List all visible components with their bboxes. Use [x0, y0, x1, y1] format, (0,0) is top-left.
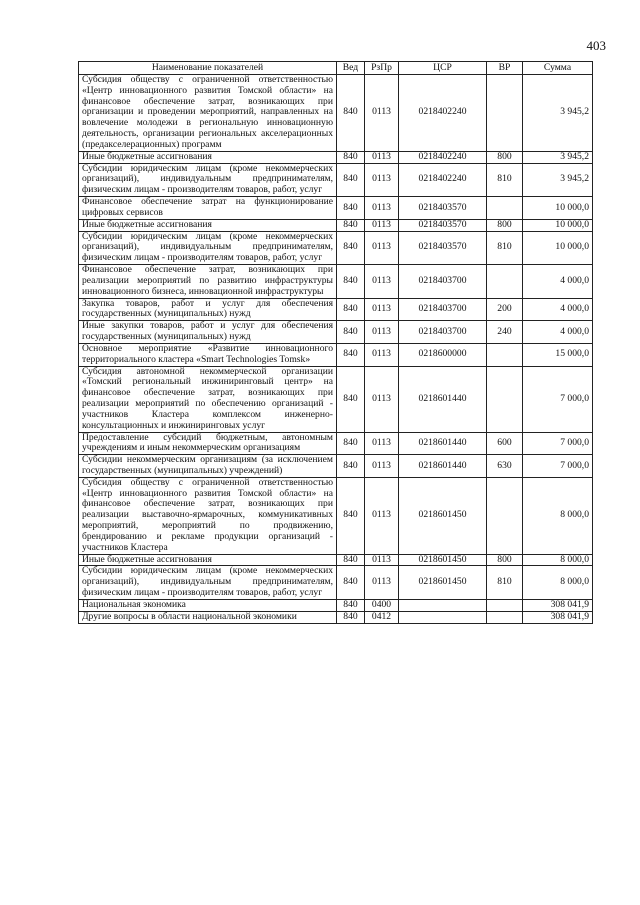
- cell-rzpr: 0113: [365, 343, 399, 366]
- cell-ved: 840: [337, 611, 365, 623]
- cell-csr: 0218403570: [399, 219, 487, 231]
- cell-csr: 0218403570: [399, 231, 487, 264]
- page-number: 403: [586, 38, 606, 53]
- cell-vr: [487, 366, 523, 432]
- cell-sum: 10 000,0: [523, 219, 593, 231]
- cell-csr: [399, 611, 487, 623]
- cell-rzpr: 0113: [365, 75, 399, 152]
- cell-rzpr: 0113: [365, 455, 399, 478]
- column-header-rzpr: РзПр: [365, 62, 399, 75]
- cell-rzpr: 0113: [365, 321, 399, 344]
- cell-vr: 240: [487, 321, 523, 344]
- cell-vr: 800: [487, 151, 523, 163]
- cell-vr: 200: [487, 298, 523, 321]
- cell-ved: 840: [337, 343, 365, 366]
- cell-name: Другие вопросы в области национальной экономики: [79, 611, 337, 623]
- cell-sum: 3 945,2: [523, 163, 593, 196]
- cell-vr: [487, 197, 523, 220]
- cell-rzpr: 0113: [365, 298, 399, 321]
- table-row: [79, 366, 593, 432]
- cell-sum: 8 000,0: [523, 477, 593, 554]
- cell-sum: 4 000,0: [523, 265, 593, 298]
- cell-csr: 0218601440: [399, 366, 487, 432]
- cell-sum: 7 000,0: [523, 455, 593, 478]
- cell-ved: 840: [337, 151, 365, 163]
- cell-ved: 840: [337, 477, 365, 554]
- cell-name: Закупка товаров, работ и услуг для обеспечения государственных (муниципальных) нужд: [79, 298, 337, 321]
- cell-csr: 0218600000: [399, 343, 487, 366]
- table-row: [79, 298, 593, 321]
- cell-vr: 810: [487, 231, 523, 264]
- cell-rzpr: 0113: [365, 566, 399, 599]
- cell-sum: 4 000,0: [523, 298, 593, 321]
- cell-rzpr: 0113: [365, 477, 399, 554]
- cell-csr: 0218403700: [399, 265, 487, 298]
- cell-ved: 840: [337, 599, 365, 611]
- table-row: [79, 432, 593, 455]
- cell-sum: 15 000,0: [523, 343, 593, 366]
- cell-vr: 800: [487, 219, 523, 231]
- cell-sum: 10 000,0: [523, 231, 593, 264]
- cell-csr: [399, 599, 487, 611]
- cell-vr: 810: [487, 163, 523, 196]
- cell-rzpr: 0113: [365, 231, 399, 264]
- cell-name: Субсидия обществу с ограниченной ответственностью «Центр инновационного развития Томской области» на финансовое обеспечение затрат, возникающих при организации и проведении мероприятий, направленных на вовлечение молодежи в региональную инновационную деятельность, организации региональных акселерационных (предакселерационных) программ: [79, 75, 337, 152]
- table-row: [79, 265, 593, 298]
- cell-rzpr: 0400: [365, 599, 399, 611]
- table-row: [79, 321, 593, 344]
- table-row: [79, 219, 593, 231]
- cell-sum: 3 945,2: [523, 151, 593, 163]
- cell-vr: [487, 75, 523, 152]
- cell-name: Предоставление субсидий бюджетным, автономным учреждениям и иным некоммерческим организациям: [79, 432, 337, 455]
- cell-vr: [487, 611, 523, 623]
- cell-csr: 0218601440: [399, 432, 487, 455]
- cell-ved: 840: [337, 566, 365, 599]
- table-row: [79, 75, 593, 152]
- cell-name: Субсидии юридическим лицам (кроме некоммерческих организаций), индивидуальным предпринимателям, физическим лицам - производителям товаров, работ, услуг: [79, 566, 337, 599]
- budget-table: [78, 61, 593, 624]
- cell-ved: 840: [337, 231, 365, 264]
- cell-ved: 840: [337, 219, 365, 231]
- table-row: [79, 231, 593, 264]
- cell-ved: 840: [337, 265, 365, 298]
- cell-ved: 840: [337, 197, 365, 220]
- cell-sum: 8 000,0: [523, 554, 593, 566]
- cell-ved: 840: [337, 321, 365, 344]
- table-row: [79, 566, 593, 599]
- cell-name: Иные бюджетные ассигнования: [79, 554, 337, 566]
- cell-ved: 840: [337, 366, 365, 432]
- cell-ved: 840: [337, 432, 365, 455]
- cell-rzpr: 0113: [365, 554, 399, 566]
- cell-name: Финансовое обеспечение затрат, возникающих при реализации мероприятий по развитию инфраструктуры инновационного бизнеса, инновационной инфраструктуры: [79, 265, 337, 298]
- cell-name: Иные закупки товаров, работ и услуг для обеспечения государственных (муниципальных) нужд: [79, 321, 337, 344]
- column-header-csr: ЦСР: [399, 62, 487, 75]
- cell-name: Национальная экономика: [79, 599, 337, 611]
- table-body: [79, 75, 593, 624]
- table-row: [79, 554, 593, 566]
- cell-csr: 0218402240: [399, 75, 487, 152]
- cell-sum: 3 945,2: [523, 75, 593, 152]
- column-header-name: Наименование показателей: [79, 62, 337, 75]
- cell-name: Субсидии некоммерческим организациям (за исключением государственных (муниципальных) учреждений): [79, 455, 337, 478]
- cell-csr: 0218403570: [399, 197, 487, 220]
- cell-csr: 0218601450: [399, 477, 487, 554]
- cell-sum: 10 000,0: [523, 197, 593, 220]
- cell-rzpr: 0113: [365, 432, 399, 455]
- cell-name: Субсидии юридическим лицам (кроме некоммерческих организаций), индивидуальным предпринимателям, физическим лицам - производителям товаров, работ, услуг: [79, 231, 337, 264]
- cell-rzpr: 0412: [365, 611, 399, 623]
- cell-sum: 8 000,0: [523, 566, 593, 599]
- cell-csr: 0218601440: [399, 455, 487, 478]
- cell-sum: 308 041,9: [523, 611, 593, 623]
- column-header-vr: ВР: [487, 62, 523, 75]
- cell-vr: [487, 265, 523, 298]
- cell-name: Субсидии юридическим лицам (кроме некоммерческих организаций), индивидуальным предпринимателям, физическим лицам - производителям товаров, работ, услуг: [79, 163, 337, 196]
- table-row: [79, 163, 593, 196]
- cell-sum: 4 000,0: [523, 321, 593, 344]
- cell-csr: 0218601450: [399, 554, 487, 566]
- column-header-ved: Вед: [337, 62, 365, 75]
- cell-vr: 630: [487, 455, 523, 478]
- cell-sum: 7 000,0: [523, 366, 593, 432]
- cell-rzpr: 0113: [365, 151, 399, 163]
- table-header-row: [79, 62, 593, 75]
- cell-vr: 810: [487, 566, 523, 599]
- cell-vr: 600: [487, 432, 523, 455]
- cell-csr: 0218601450: [399, 566, 487, 599]
- cell-rzpr: 0113: [365, 265, 399, 298]
- cell-name: Финансовое обеспечение затрат на функционирование цифровых сервисов: [79, 197, 337, 220]
- table-row: [79, 197, 593, 220]
- cell-ved: 840: [337, 163, 365, 196]
- cell-csr: 0218403700: [399, 321, 487, 344]
- cell-name: Иные бюджетные ассигнования: [79, 219, 337, 231]
- cell-rzpr: 0113: [365, 163, 399, 196]
- table-row: [79, 477, 593, 554]
- cell-vr: 800: [487, 554, 523, 566]
- cell-rzpr: 0113: [365, 366, 399, 432]
- cell-name: Основное мероприятие «Развитие инновационного территориального кластера «Smart Technologies Tomsk»: [79, 343, 337, 366]
- cell-csr: 0218402240: [399, 163, 487, 196]
- cell-sum: 308 041,9: [523, 599, 593, 611]
- table-row: [79, 151, 593, 163]
- cell-vr: [487, 599, 523, 611]
- cell-csr: 0218403700: [399, 298, 487, 321]
- table-row: [79, 343, 593, 366]
- cell-rzpr: 0113: [365, 197, 399, 220]
- cell-csr: 0218402240: [399, 151, 487, 163]
- cell-ved: 840: [337, 75, 365, 152]
- cell-name: Субсидия обществу с ограниченной ответственностью «Центр инновационного развития Томской области» на финансовое обеспечение затрат, возникающих при реализации выставочно-ярмарочных, коммуникативных мероприятий, мероприятий по продвижению, брендированию и рекламе продукции организаций - участников Кластера: [79, 477, 337, 554]
- cell-name: Субсидия автономной некоммерческой организации «Томский региональный инжиниринговый центр» на финансовое обеспечение затрат, возникающих при реализации мероприятий по обеспечению организаций - участников Кластера комплексом инженерно-консультационных и инжиниринговых услуг: [79, 366, 337, 432]
- table-row: [79, 611, 593, 623]
- cell-ved: 840: [337, 554, 365, 566]
- cell-vr: [487, 477, 523, 554]
- cell-vr: [487, 343, 523, 366]
- column-header-sum: Сумма: [523, 62, 593, 75]
- cell-name: Иные бюджетные ассигнования: [79, 151, 337, 163]
- table-row: [79, 455, 593, 478]
- cell-sum: 7 000,0: [523, 432, 593, 455]
- cell-ved: 840: [337, 298, 365, 321]
- cell-ved: 840: [337, 455, 365, 478]
- cell-rzpr: 0113: [365, 219, 399, 231]
- table-row: [79, 599, 593, 611]
